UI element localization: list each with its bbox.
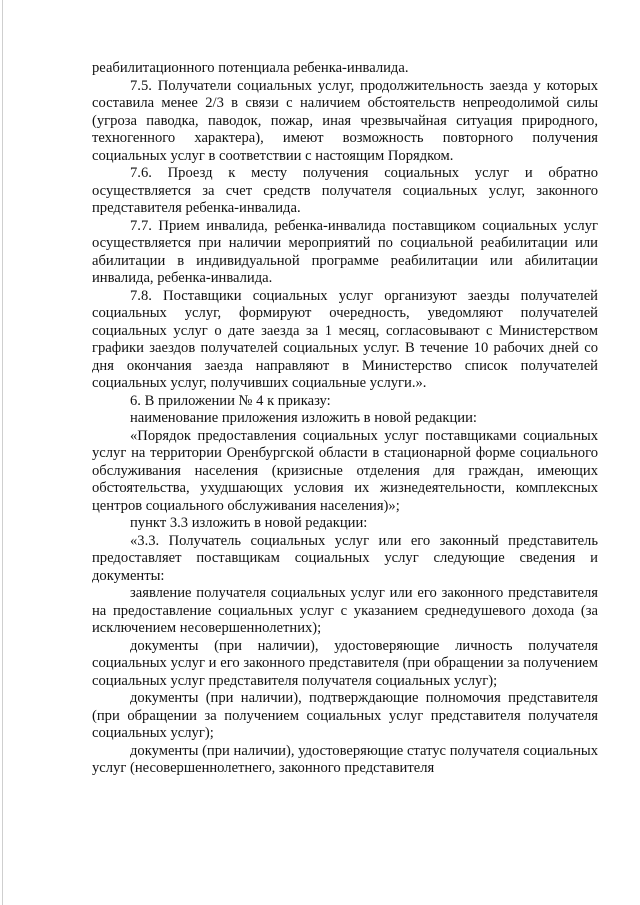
paragraph-identity-documents: документы (при наличии), удостоверяющие личность получателя социальных услуг и его законного представителя (при обращении за получением социальных услуг представителя получателя социальных услуг);: [92, 637, 598, 689]
paragraph-7-5: 7.5. Получатели социальных услуг, продолжительность заезда у которых составила менее 2/3 в связи с наличием обстоятельств непреодолимой силы (угроза паводка, паводок, пожар, иная чрезвычайная ситуация природного, техногенного характера), имеют возможность повторного получения социальных услуг в соответствии с настоящим Порядком.: [92, 77, 598, 164]
document-body: [92, 60, 598, 778]
paragraph-3-3: «3.3. Получатель социальных услуг или его законный представитель предоставляет поставщикам социальных услуг следующие сведения и документы:: [92, 532, 598, 584]
paragraph-continuation: реабилитационного потенциала ребенка-инвалида.: [92, 60, 409, 76]
paragraph-7-8: 7.8. Поставщики социальных услуг организуют заезды получателей социальных услуг, формируют очередность, уведомляют получателей социальных услуг о дате заезда за 1 месяц, согласовывают с Министерством графики заездов получателей социальных услуг. В течение 10 рабочих дней со дня окончания заезда направляют в Министерство список получателей социальных услуг, получивших социальные услуги.».: [92, 287, 598, 391]
paragraph-7-7: 7.7. Прием инвалида, ребенка-инвалида поставщиком социальных услуг осуществляется при наличии мероприятий по социальной реабилитации или абилитации в индивидуальной программе реабилитации или абилитации инвалида, ребенка-инвалида.: [92, 217, 598, 286]
paragraph-status-documents: документы (при наличии), удостоверяющие статус получателя социальных услуг (несовершеннолетнего, законного представителя: [92, 742, 598, 776]
paragraph-point-3-3-instruction: пункт 3.3 изложить в новой редакции:: [130, 515, 368, 531]
paragraph-authority-documents: документы (при наличии), подтверждающие полномочия представителя (при обращении за получением социальных услуг представителя получателя социальных услуг);: [92, 690, 598, 741]
paragraph-7-6: 7.6. Проезд к месту получения социальных услуг и обратно осуществляется за счет средств получателя социальных услуг, законного представителя ребенка-инвалида.: [92, 165, 598, 216]
paragraph-appendix-title-instruction: наименование приложения изложить в новой редакции:: [130, 410, 477, 426]
paragraph-appendix-title: «Порядок предоставления социальных услуг поставщиками социальных услуг на территории Оренбургской области в стационарной форме социального обслуживания населения (кризисные отделения для граждан, имеющих обстоятельства, ухудшающих условия их жизнедеятельности, комплексных центров социального обслуживания населения)»;: [92, 427, 598, 514]
paragraph-application: заявление получателя социальных услуг или его законного представителя на предоставление социальных услуг с указанием среднедушевого дохода (за исключением несовершеннолетних);: [92, 585, 598, 636]
paragraph-item-6: 6. В приложении № 4 к приказу:: [130, 392, 331, 409]
scan-edge-line: [2, 0, 3, 905]
